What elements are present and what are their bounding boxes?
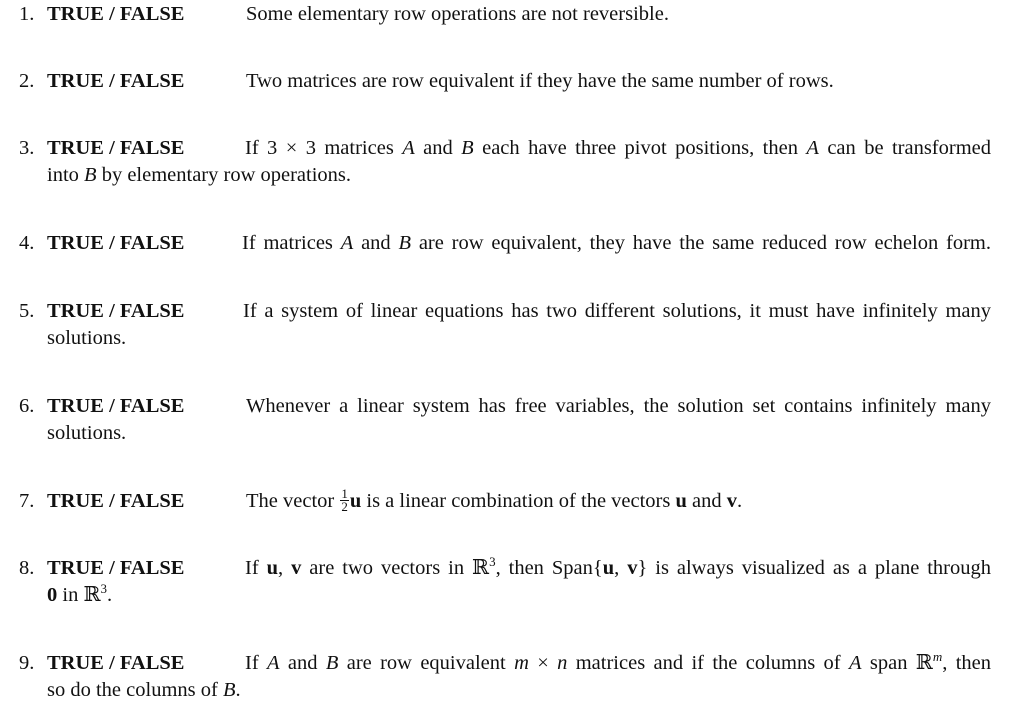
question-5 xyxy=(19,298,991,352)
question-statement: Whenever a linear system has free variables, the solution set contains infinitely many xyxy=(246,395,991,417)
question-number: 5. xyxy=(19,300,35,322)
question-number: 3. xyxy=(19,137,35,159)
true-false-label: TRUE / FALSE xyxy=(47,232,185,254)
true-false-label: TRUE / FALSE xyxy=(47,557,185,579)
question-8 xyxy=(19,555,991,609)
true-false-label: TRUE / FALSE xyxy=(47,70,185,92)
true-false-label: TRUE / FALSE xyxy=(47,3,185,25)
question-statement-continued: solutions. xyxy=(47,327,127,349)
question-7 xyxy=(19,485,991,515)
question-2 xyxy=(19,68,991,95)
question-statement: If a system of linear equations has two different solutions, it must have infinitely many xyxy=(243,300,991,322)
question-statement-continued: into B by elementary row operations. xyxy=(47,164,352,186)
question-3 xyxy=(19,135,991,189)
question-number: 7. xyxy=(19,490,35,512)
question-9 xyxy=(19,650,991,704)
question-number: 4. xyxy=(19,232,35,254)
true-false-label: TRUE / FALSE xyxy=(47,395,185,417)
question-statement: If matrices A and B are row equivalent, they have the same reduced row echelon form. xyxy=(242,232,991,254)
question-number: 2. xyxy=(19,70,35,92)
question-statement: If 3 × 3 matrices A and B each have three pivot positions, then A can be transformed xyxy=(245,137,991,159)
question-statement: Some elementary row operations are not reversible. xyxy=(246,3,669,25)
question-statement: The vector $\frac{1}{2}$ u is a linear combination of the vectors u and v. xyxy=(246,485,743,514)
question-number: 1. xyxy=(19,3,35,25)
one-half-fraction: $\frac{1}{2}$ xyxy=(341,485,348,514)
question-statement-continued: solutions. xyxy=(47,422,127,444)
question-number: 8. xyxy=(19,557,35,579)
question-4 xyxy=(19,230,991,257)
question-1 xyxy=(19,1,991,28)
question-number: 6. xyxy=(19,395,35,417)
question-6 xyxy=(19,393,991,447)
true-false-label: TRUE / FALSE xyxy=(47,652,185,674)
true-false-label: TRUE / FALSE xyxy=(47,300,185,322)
question-statement: If A and B are row equivalent m × n matrices and if the columns of A span ℝ$^m$, then xyxy=(245,649,992,674)
question-statement: If u, v are two vectors in ℝ$^3$, then Span{u, v} is always visualized as a plane through xyxy=(245,554,992,579)
question-number: 9. xyxy=(19,652,35,674)
true-false-label: TRUE / FALSE xyxy=(47,490,185,512)
question-statement-continued: so do the columns of B. xyxy=(47,679,241,701)
question-statement-continued: 0 in ℝ$^3$. xyxy=(47,581,113,606)
question-statement: Two matrices are row equivalent if they have the same number of rows. xyxy=(246,70,834,92)
true-false-label: TRUE / FALSE xyxy=(47,137,185,159)
